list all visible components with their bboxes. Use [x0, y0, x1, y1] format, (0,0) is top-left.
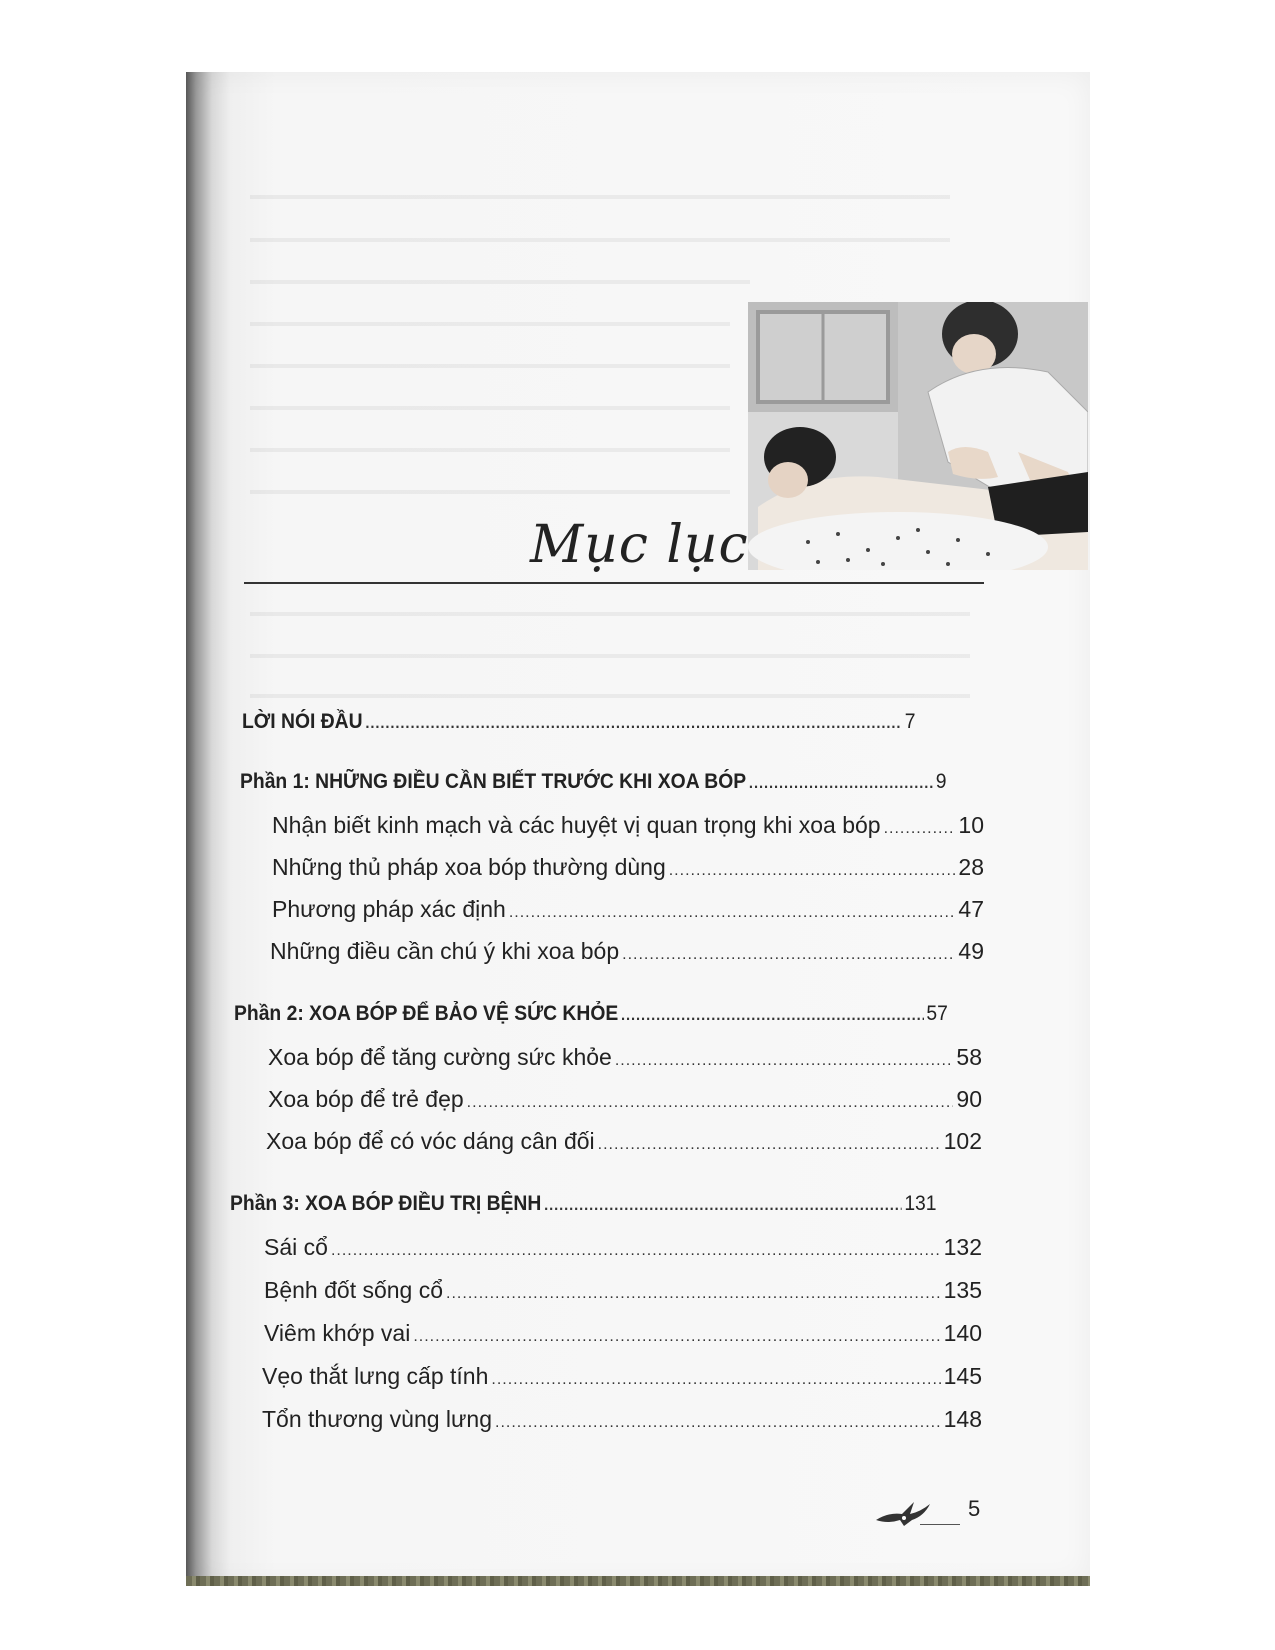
- toc-leader-dots: [669, 862, 956, 880]
- toc-leader-dots: [365, 715, 902, 733]
- toc-entry: [264, 1277, 982, 1304]
- toc-entry: [266, 1128, 982, 1155]
- toc-leader-dots: [615, 1052, 954, 1070]
- toc-entry-label: Xoa bóp để trẻ đẹp: [268, 1086, 464, 1112]
- title-divider: [244, 582, 984, 584]
- toc-entry-page: 7: [904, 710, 916, 733]
- toc-entry-page: 10: [958, 812, 984, 838]
- toc-entry-page: 9: [935, 770, 947, 793]
- toc-entry-label: Phương pháp xác định: [272, 896, 506, 922]
- toc-entry-part-2: [234, 1002, 948, 1026]
- toc-entry-page: 102: [943, 1128, 982, 1154]
- toc-entry-page: 135: [943, 1277, 982, 1303]
- toc-entry-label: Xoa bóp để có vóc dáng cân đối: [266, 1128, 595, 1154]
- toc-entry-foreword: [242, 710, 915, 734]
- toc-leader-dots: [749, 775, 933, 793]
- toc-entry-label: Sái cổ: [264, 1234, 328, 1260]
- toc-entry-page: 58: [956, 1044, 982, 1070]
- toc-leader-dots: [884, 820, 956, 838]
- toc-entry-part-1: [240, 770, 947, 794]
- massage-photo: [748, 302, 1088, 570]
- toc-entry-label: LỜI NÓI ĐẦU: [242, 710, 363, 733]
- toc-entry-label: Những thủ pháp xoa bóp thường dùng: [272, 854, 666, 880]
- toc-leader-dots: [331, 1242, 941, 1260]
- toc-entry: [264, 1320, 982, 1347]
- toc-leader-dots: [413, 1328, 940, 1346]
- toc-entry-page: 131: [904, 1192, 937, 1215]
- toc-entry-page: 28: [958, 854, 984, 880]
- page-number: 5: [968, 1496, 981, 1521]
- toc-entry: [272, 812, 984, 839]
- toc-leader-dots: [598, 1136, 941, 1154]
- page-bottom-edge: [186, 1576, 1090, 1586]
- toc-entry-label: Bệnh đốt sống cổ: [264, 1277, 444, 1303]
- toc-entry-label: Phần 2: XOA BÓP ĐỂ BẢO VỆ SỨC KHỎE: [234, 1002, 619, 1025]
- toc-entry-page: 57: [926, 1002, 948, 1025]
- toc-entry-page: 140: [943, 1320, 982, 1346]
- toc-leader-dots: [621, 1007, 924, 1025]
- toc-entry: [270, 938, 984, 965]
- toc-entry-label: Phần 1: NHỮNG ĐIỀU CẦN BIẾT TRƯỚC KHI XOA BÓP: [240, 770, 747, 793]
- toc-entry-label: Tổn thương vùng lưng: [262, 1406, 493, 1432]
- toc-entry: [262, 1406, 982, 1433]
- toc-entry-label: Vẹo thắt lưng cấp tính: [262, 1363, 489, 1389]
- toc-entry: [268, 1086, 982, 1113]
- footer-rule: [920, 1524, 960, 1525]
- toc-entry-page: 148: [943, 1406, 982, 1432]
- page-title: Mục lục: [530, 515, 749, 575]
- toc-entry: [262, 1363, 982, 1390]
- toc-entry-page: 90: [956, 1086, 982, 1112]
- toc-entry-label: Nhận biết kinh mạch và các huyệt vị quan trọng khi xoa bóp: [272, 812, 881, 838]
- toc-entry-page: 47: [958, 896, 984, 922]
- bird-ornament-icon: [874, 1490, 934, 1535]
- toc-entry: [268, 1044, 982, 1071]
- toc-entry-label: Xoa bóp để tăng cường sức khỏe: [268, 1044, 612, 1070]
- toc-entry-label: Những điều cần chú ý khi xoa bóp: [270, 938, 620, 964]
- toc-entry: [272, 896, 984, 923]
- toc-entry-part-3: [230, 1192, 937, 1216]
- toc-entry-page: 132: [943, 1234, 982, 1260]
- toc-leader-dots: [544, 1197, 901, 1215]
- toc-leader-dots: [491, 1371, 940, 1389]
- toc-leader-dots: [495, 1414, 941, 1432]
- toc-entry: [272, 854, 984, 881]
- toc-entry-page: 49: [958, 938, 984, 964]
- toc-leader-dots: [509, 904, 956, 922]
- toc-entry-page: 145: [943, 1363, 982, 1389]
- toc-entry-label: Viêm khớp vai: [264, 1320, 411, 1346]
- toc-leader-dots: [446, 1285, 941, 1303]
- toc-entry: [264, 1234, 982, 1261]
- toc-leader-dots: [622, 946, 955, 964]
- toc-leader-dots: [467, 1094, 954, 1112]
- toc-entry-label: Phần 3: XOA BÓP ĐIỀU TRỊ BỆNH: [230, 1192, 542, 1215]
